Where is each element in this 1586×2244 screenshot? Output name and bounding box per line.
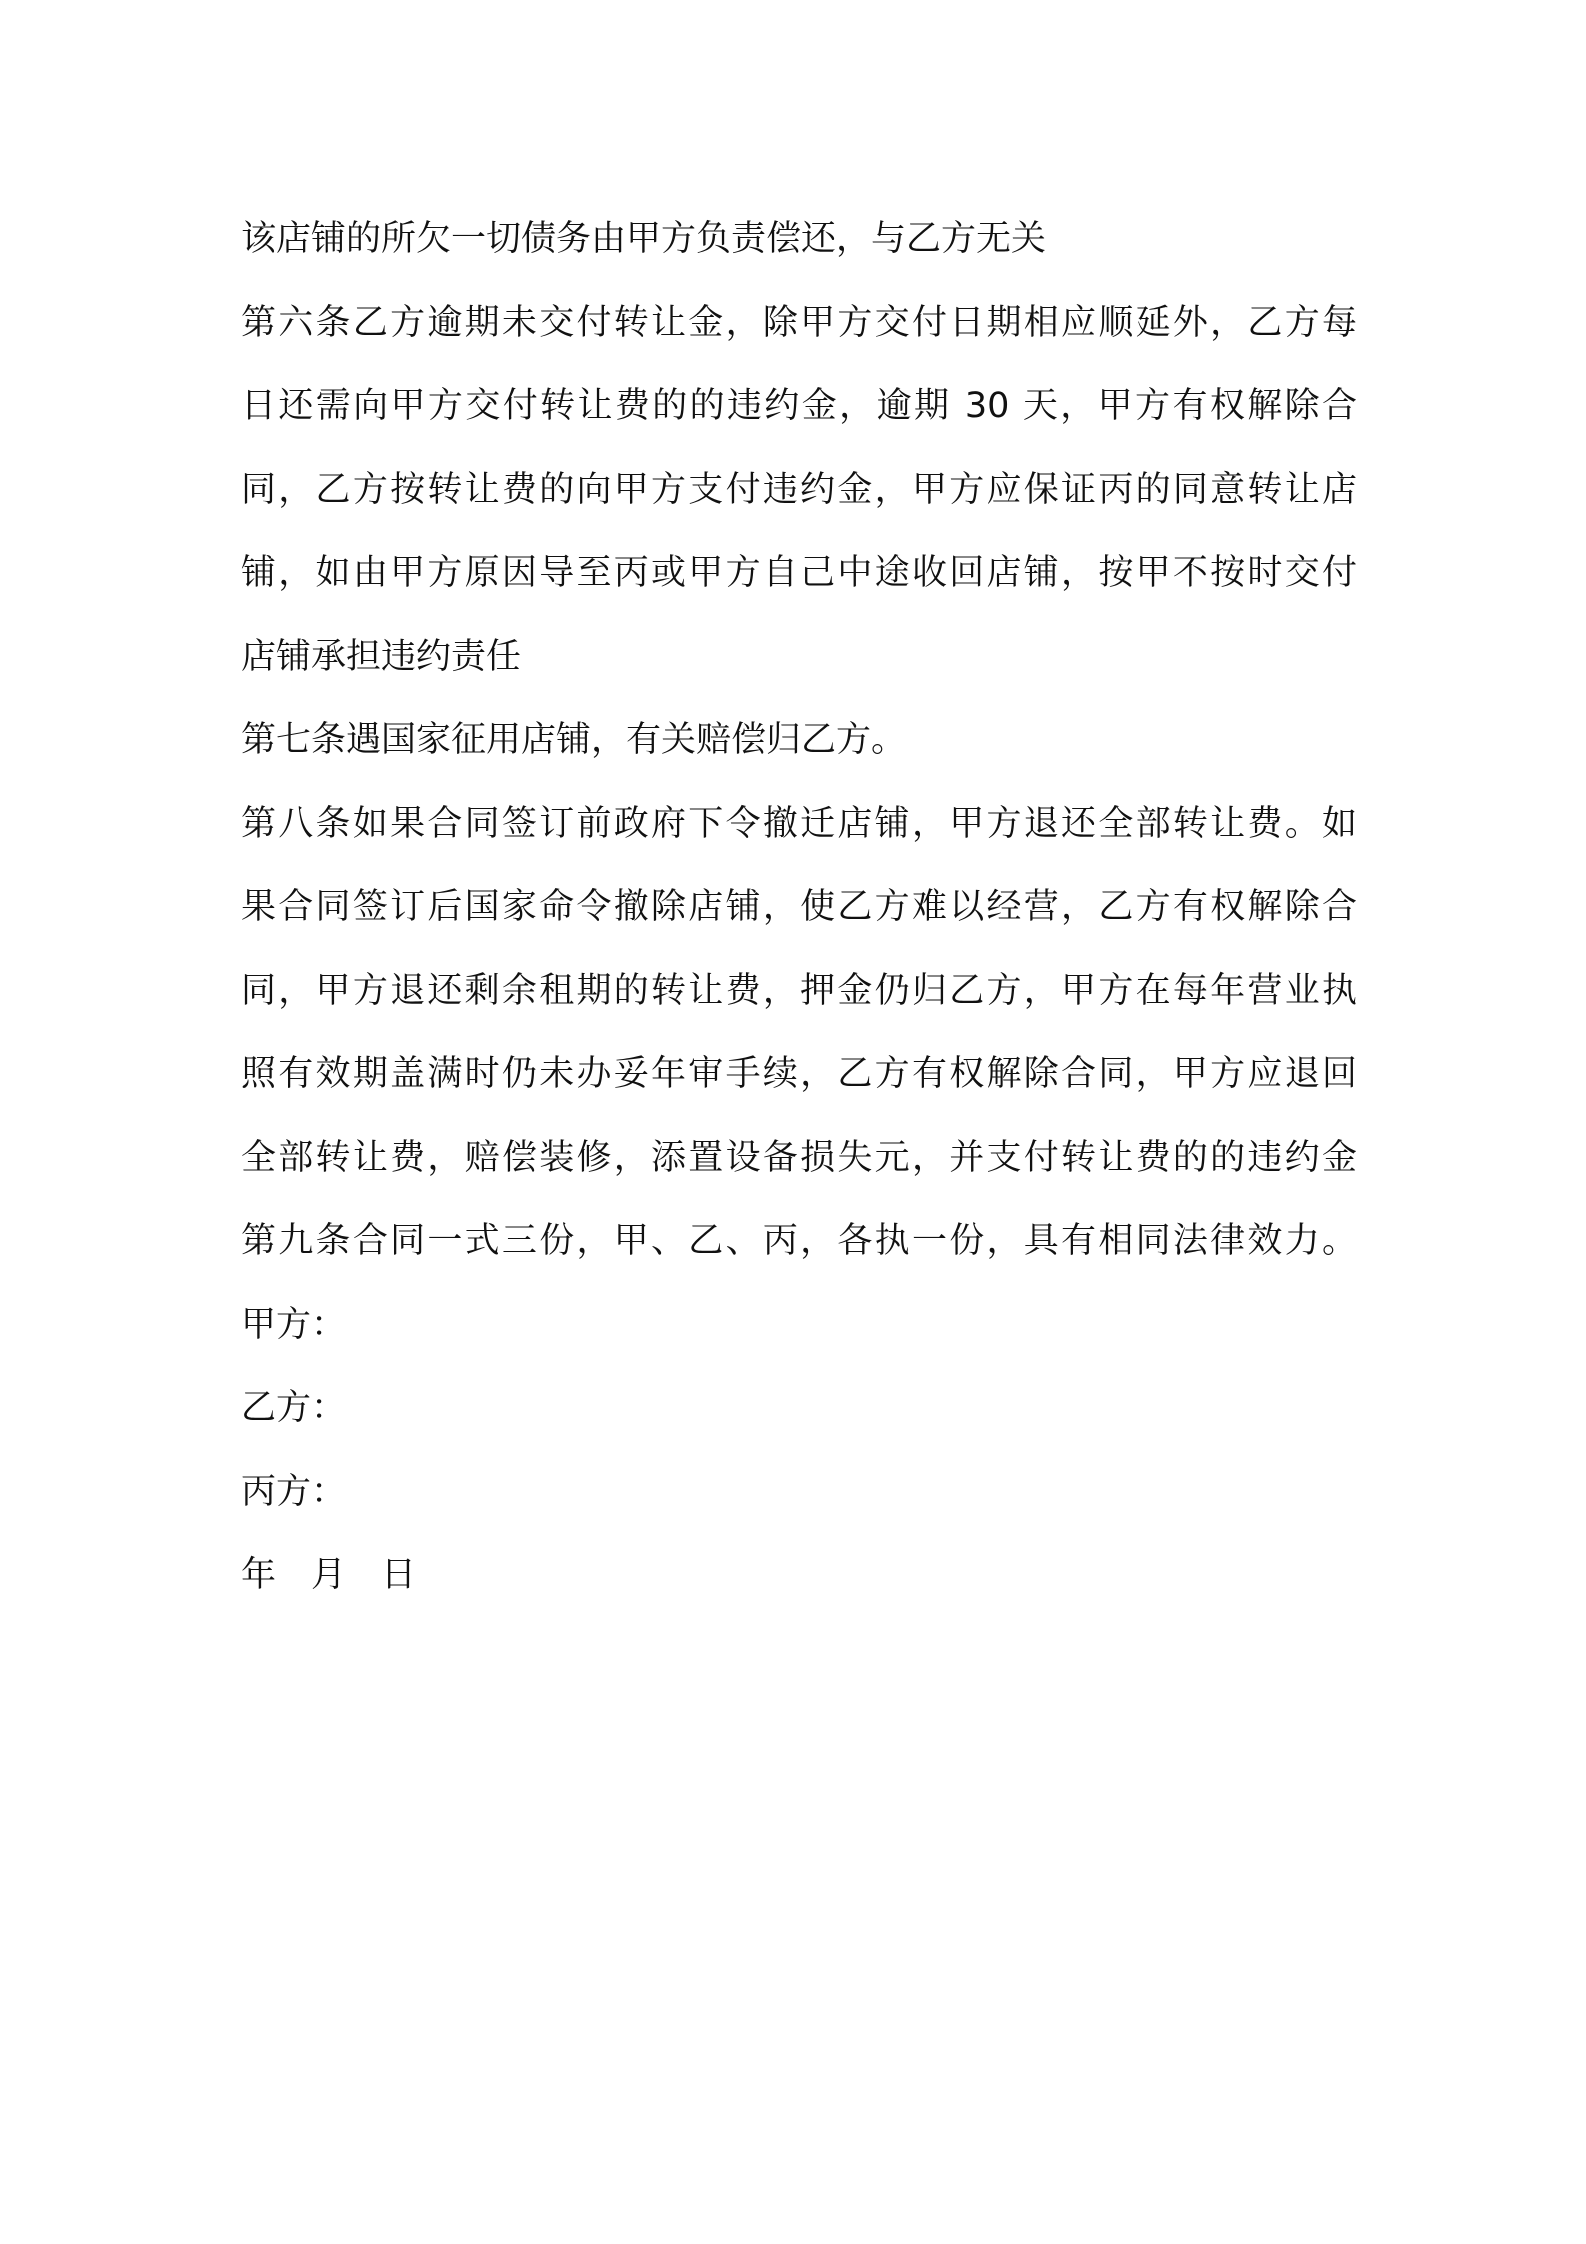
clause-8-line: 照有效期盖满时仍未办妥年审手续，乙方有权解除合同，甲方应退回 (241, 1054, 1357, 1094)
clause-8-line: 全部转让费，赔偿装修，添置设备损失元，并支付转让费的的违约金 (241, 1137, 1357, 1178)
clause-6-line: 第六条乙方逾期未交付转让金，除甲方交付日期相应顺延外，乙方每 (241, 302, 1357, 343)
clause-6-line: 铺，如由甲方原因导至丙或甲方自己中途收回店铺，按甲不按时交付 (241, 553, 1357, 593)
signature-date: 年 月 日 (241, 1555, 417, 1595)
clause-7-line: 第七条遇国家征用店铺，有关赔偿归乙方。 (241, 720, 907, 760)
clause-6-line: 同，乙方按转让费的向甲方支付违约金，甲方应保证丙的同意转让店 (241, 469, 1357, 510)
contract-text (241, 198, 1357, 1618)
clause-8-line: 第八条如果合同签订前政府下令撤迁店铺，甲方退还全部转让费。如 (241, 803, 1357, 844)
clause-9-line: 第九条合同一式三份，甲、乙、丙，各执一份，具有相同法律效力。 (241, 1221, 1357, 1261)
clause-6-line: 店铺承担违约责任 (241, 636, 522, 677)
clause-8-line: 同，甲方退还剩余租期的转让费，押金仍归乙方，甲方在每年营业执 (241, 970, 1357, 1011)
text-line: 该店铺的所欠一切债务由甲方负责偿还，与乙方无关 (241, 219, 1047, 259)
signature-party-a: 甲方： (241, 1304, 347, 1345)
signature-party-b: 乙方： (241, 1388, 347, 1428)
clause-8-line: 果合同签订后国家命令撤除店铺，使乙方难以经营，乙方有权解除合 (241, 887, 1357, 927)
signature-party-c: 丙方： (241, 1471, 347, 1512)
clause-6-line: 日还需向甲方交付转让费的的违约金，逾期 30 天，甲方有权解除合 (241, 386, 1357, 426)
